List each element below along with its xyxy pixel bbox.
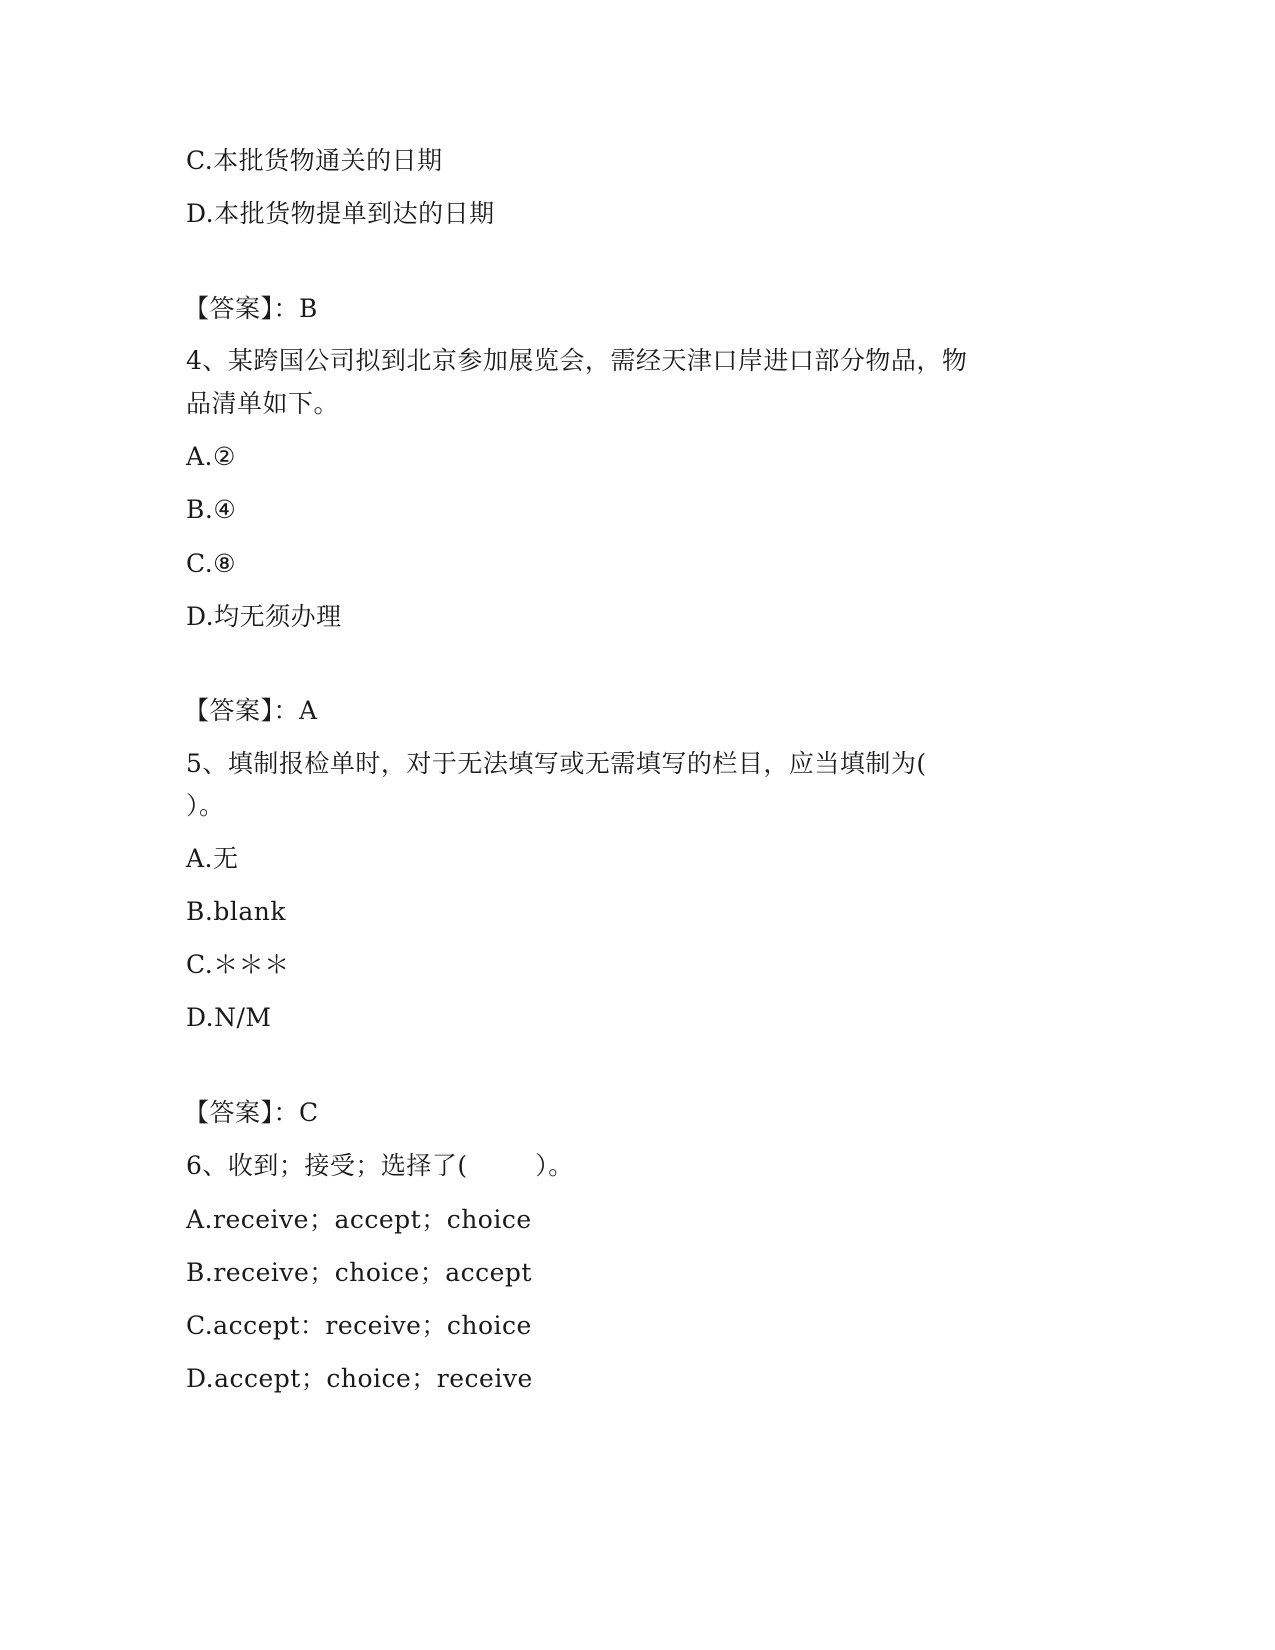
- option-c: C.⑧: [186, 549, 237, 578]
- option-d: D.N/M: [186, 1003, 272, 1032]
- question-4-text: 4、某跨国公司拟到北京参加展览会，需经天津口岸进口部分物品，物: [186, 346, 968, 375]
- option-a: A.receive；accept；choice: [186, 1205, 532, 1234]
- question-5-text: 5、填制报检单时，对于无法填写或无需填写的栏目，应当填制为(: [186, 749, 927, 778]
- question-5-text-cont: ）。: [186, 791, 225, 820]
- answer-line: 【答案】：C: [184, 1098, 319, 1127]
- option-b: B.receive；choice；accept: [186, 1258, 532, 1287]
- option-d: D.本批货物提单到达的日期: [186, 199, 495, 228]
- answer-line: 【答案】：A: [184, 696, 318, 725]
- question-6-text: 6、收到；接受；选择了( ）。: [186, 1151, 574, 1180]
- option-d: D.accept；choice；receive: [186, 1364, 533, 1393]
- option-d: D.均无须办理: [186, 602, 342, 631]
- question-4-text-cont: 品清单如下。: [186, 389, 340, 418]
- option-c: C.本批货物通关的日期: [186, 146, 443, 175]
- option-b: B.④: [186, 495, 237, 524]
- option-a: A.无: [186, 844, 239, 873]
- answer-line: 【答案】：B: [184, 294, 318, 323]
- option-c: C.accept：receive；choice: [186, 1311, 532, 1340]
- option-b: B.blank: [186, 897, 286, 926]
- option-c: C.＊＊＊: [186, 950, 290, 979]
- option-a: A.②: [186, 442, 236, 471]
